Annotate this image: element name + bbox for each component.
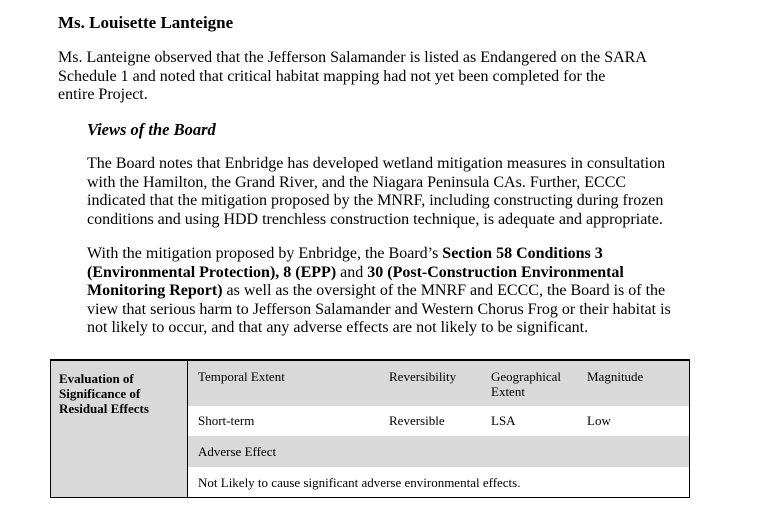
- board-line: conditions and using HDD trenchless construction technique, is adequate and appropriate.: [87, 210, 663, 228]
- col-magnitude: Magnitude: [587, 369, 644, 384]
- table-divider: [187, 359, 188, 498]
- value-geographical: LSA: [491, 413, 516, 428]
- table-border: [50, 359, 690, 361]
- value-temporal: Short-term: [198, 413, 255, 428]
- table-row: [188, 436, 689, 467]
- conclusion-text: Not Likely to cause significant adverse environmental effects.: [198, 475, 521, 490]
- col-geographical-extent: [491, 369, 561, 399]
- row-header-cell: [51, 361, 187, 497]
- row-header-line: Evaluation of: [59, 371, 134, 386]
- col-label-line: Geographical: [491, 369, 562, 384]
- table-border: [689, 359, 690, 498]
- text-run: and: [336, 263, 368, 281]
- condition-reference: Section 58 Conditions 3: [442, 245, 603, 262]
- text-run: With the mitigation proposed by Enbridge, the Board’s: [87, 245, 443, 262]
- section-heading: Ms. Louisette Lanteigne: [58, 13, 234, 32]
- condition-reference: Monitoring Report): [87, 282, 223, 299]
- condition-reference: (Environmental Protection), 8 (EPP): [87, 263, 337, 281]
- board-line: The Board notes that Enbridge has developed wetland mitigation measures in consultation: [87, 155, 666, 172]
- intro-line: entire Project.: [58, 86, 148, 103]
- value-reversibility: Reversible: [389, 413, 445, 428]
- board-paragraph-2: [87, 245, 687, 338]
- board-line: [87, 282, 687, 301]
- board-views-heading: Views of the Board: [87, 120, 216, 139]
- table-row: [188, 406, 689, 436]
- row-header-label: [59, 371, 184, 416]
- row-header-line: Residual Effects: [59, 401, 149, 416]
- intro-line: Schedule 1 and noted that critical habitat mapping had not yet been completed for the: [58, 67, 606, 85]
- board-line: with the Hamilton, the Grand River, and the Niagara Peninsula CAs. Further, ECCC: [87, 173, 627, 191]
- board-line: indicated that the mitigation proposed by the MNRF, including constructing during frozen: [87, 192, 664, 209]
- col-label-line: Extent: [491, 384, 525, 399]
- table-border: [50, 359, 51, 498]
- intro-paragraph: [58, 49, 658, 105]
- text-run: as well as the oversight of the MNRF and ECCC, the Board is of the: [222, 282, 666, 299]
- intro-line: Ms. Lanteigne observed that the Jefferson Salamander is listed as Endangered on the SARA: [58, 49, 647, 66]
- board-paragraph-1: [87, 155, 687, 229]
- table-border: [50, 497, 690, 498]
- row-header-line: Significance of: [59, 386, 141, 401]
- value-magnitude: Low: [587, 413, 611, 428]
- board-line: view that serious harm to Jefferson Salamander and Western Chorus Frog or their habitat is: [87, 300, 671, 318]
- significance-table: [50, 359, 690, 498]
- col-temporal-extent: Temporal Extent: [198, 369, 285, 384]
- condition-reference: 30 (Post-Construction Environmental: [367, 263, 624, 281]
- table-header-row: [188, 361, 689, 406]
- col-reversibility: Reversibility: [389, 369, 457, 384]
- board-line: not likely to occur, and that any adverse effects are not likely to be significant.: [87, 319, 589, 336]
- table-row: [188, 467, 689, 497]
- board-line: [87, 245, 687, 264]
- board-line: [87, 264, 687, 283]
- adverse-effect-label: Adverse Effect: [198, 444, 277, 459]
